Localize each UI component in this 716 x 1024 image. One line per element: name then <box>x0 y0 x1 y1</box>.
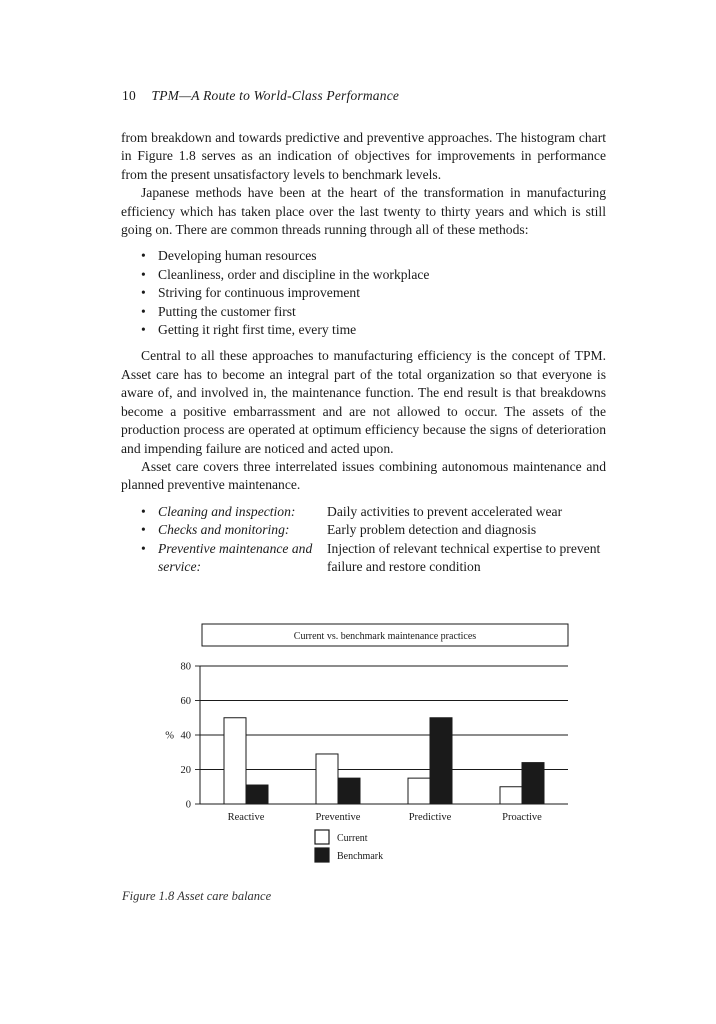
x-tick-label: Preventive <box>315 812 361 823</box>
bullet-icon: • <box>141 266 146 282</box>
x-tick-label: Proactive <box>502 812 542 823</box>
bullet-icon: • <box>141 503 146 519</box>
term-label: Preventive maintenance and service: <box>158 540 313 574</box>
bar-benchmark-preventive <box>338 778 360 804</box>
bullet-icon: • <box>141 540 146 556</box>
y-tick-label: 20 <box>180 765 191 776</box>
bullet-icon: • <box>141 322 146 338</box>
chart-title: Current vs. benchmark maintenance practices <box>293 631 477 642</box>
bullet-item: • Cleanliness, order and discipline in the workplace <box>121 266 606 284</box>
bar-current-preventive <box>316 754 338 804</box>
page-number: 10 <box>122 88 136 103</box>
bullet-icon: • <box>141 303 146 319</box>
bullet-item: • Putting the customer first <box>121 303 606 321</box>
paragraph-3: Central to all these approaches to manufacturing efficiency is the concept of TPM. Asset care has to become an integral part of the total organization so that everyone is aware of, and involved in, the maintenance function. The end result is that breakdowns become a positive embarrassment and are not allowed to occur. The assets of the production process are operated at optimum efficiency because the signs of deterioration and impending failure are noticed and acted upon. <box>121 348 606 456</box>
y-axis-label: % <box>165 730 174 742</box>
term-definition: Daily activities to prevent accelerated wear <box>327 503 563 519</box>
chart-canvas <box>150 618 590 880</box>
asset-care-terms-list <box>121 503 606 577</box>
running-title: TPM—A Route to World-Class Performance <box>151 88 400 103</box>
legend-swatch-benchmark <box>315 848 329 862</box>
term-item <box>121 521 606 539</box>
asset-care-chart <box>150 618 590 880</box>
bullet-icon: • <box>141 248 146 264</box>
bullet-icon: • <box>141 285 146 301</box>
bullet-item: • Developing human resources <box>121 247 606 265</box>
bullet-icon: • <box>141 522 146 538</box>
x-tick-label: Predictive <box>408 812 452 823</box>
figure-caption: Figure 1.8 Asset care balance <box>122 889 272 903</box>
term-label: Cleaning and inspection: <box>158 503 296 519</box>
bar-current-reactive <box>224 718 246 804</box>
term-definition: Early problem detection and diagnosis <box>327 522 537 538</box>
y-tick-label: 0 <box>185 799 191 811</box>
bar-benchmark-proactive <box>522 763 544 804</box>
x-tick-label: Reactive <box>227 812 265 823</box>
bar-current-proactive <box>500 787 522 804</box>
running-header <box>122 88 399 104</box>
term-label: Checks and monitoring: <box>158 522 290 538</box>
term-item <box>121 503 606 521</box>
y-tick-label: 60 <box>180 696 191 707</box>
bar-current-predictive <box>408 778 430 804</box>
term-definition: Injection of relevant technical expertise to prevent failure and restore condition <box>327 540 601 574</box>
paragraph-4: Asset care covers three interrelated issues combining autonomous maintenance and planned preventive maintenance. <box>121 458 606 493</box>
paragraph-1: from breakdown and towards predictive and preventive approaches. The histogram chart in Figure 1.8 serves as an indication of objectives for improvements in performance from the present unsatisfactory levels to benchmark levels. <box>121 130 606 182</box>
body-text <box>121 129 606 576</box>
bar-benchmark-predictive <box>430 718 452 804</box>
bar-benchmark-reactive <box>246 785 268 804</box>
term-item <box>121 540 606 577</box>
y-tick-label: 80 <box>180 661 191 673</box>
legend-label-benchmark: Benchmark <box>337 851 384 862</box>
methods-bullet-list <box>121 247 606 339</box>
bullet-item: • Striving for continuous improvement <box>121 284 606 302</box>
y-tick-label: 40 <box>180 730 191 742</box>
legend-label-current: Current <box>337 833 368 844</box>
bullet-item: • Getting it right first time, every time <box>121 321 606 339</box>
legend-swatch-current <box>315 830 329 844</box>
paragraph-2: Japanese methods have been at the heart of the transformation in manufacturing efficiency which has taken place over the last twenty to thirty years and which is still going on. There are common threads running through all of these methods: <box>121 185 606 238</box>
